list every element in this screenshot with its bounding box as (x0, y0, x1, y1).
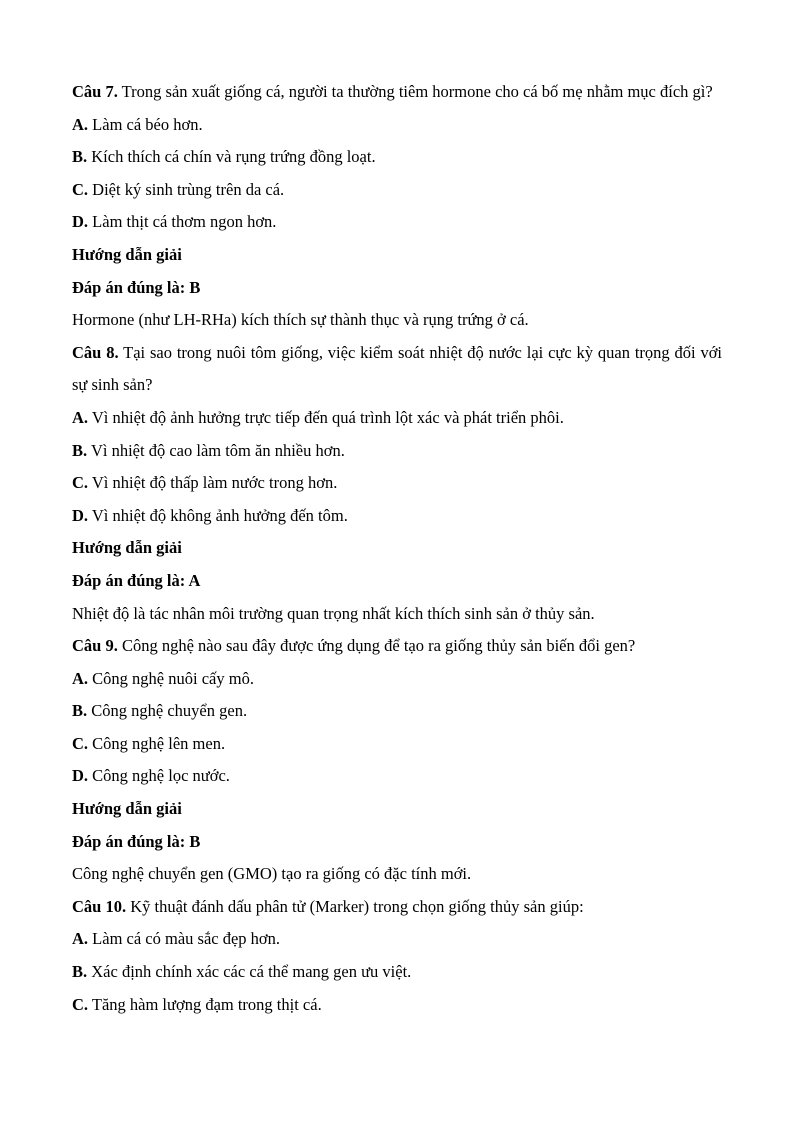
option-letter: B. (72, 962, 88, 982)
question-text: Kỹ thuật đánh dấu phân tử (Marker) trong chọn giống thủy sản giúp: (130, 896, 584, 916)
answer-option (72, 206, 722, 239)
correct-answer-line: Đáp án đúng là: B (72, 831, 201, 851)
option-text: Vì nhiệt độ thấp làm nước trong hơn. (91, 473, 338, 493)
question-number: Câu 8. (72, 342, 119, 362)
option-text: Làm thịt cá thơm ngon hơn. (92, 212, 277, 232)
question-paragraph (72, 76, 722, 109)
question-text: Công nghệ nào sau đây được ứng dụng để tạo ra giống thủy sản biến đổi gen? (121, 636, 636, 656)
answer-option (72, 141, 722, 174)
option-text: Công nghệ chuyển gen. (91, 701, 248, 721)
option-text: Vì nhiệt độ cao làm tôm ăn nhiều hơn. (90, 440, 345, 460)
option-letter: C. (72, 994, 89, 1014)
option-text: Vì nhiệt độ không ảnh hưởng đến tôm. (91, 505, 348, 525)
option-letter: B. (72, 147, 88, 167)
question-text: Trong sản xuất giống cá, người ta thường tiêm hormone cho cá bố mẹ nhằm mục đích gì? (121, 82, 713, 101)
solution-heading: Hướng dẫn giải (72, 244, 182, 264)
answer-option (72, 923, 722, 956)
question-paragraph (72, 630, 722, 663)
answer-option (72, 760, 722, 793)
question-paragraph (72, 891, 722, 924)
answer-option (72, 500, 722, 533)
question-number: Câu 10. (72, 896, 127, 916)
explanation-text: Hormone (như LH-RHa) kích thích sự thành thục và rụng trứng ở cá. (72, 310, 529, 330)
question-block (72, 337, 722, 630)
option-text: Diệt ký sinh trùng trên da cá. (92, 179, 285, 199)
option-letter: C. (72, 179, 89, 199)
option-letter: A. (72, 929, 89, 949)
option-text: Làm cá có màu sắc đẹp hơn. (92, 929, 281, 949)
option-letter: D. (72, 766, 89, 786)
option-letter: B. (72, 701, 88, 721)
option-letter: D. (72, 212, 89, 232)
solution-heading: Hướng dẫn giải (72, 538, 182, 558)
option-text: Xác định chính xác các cá thể mang gen ưu việt. (91, 962, 412, 982)
answer-option (72, 467, 722, 500)
answer-option (72, 109, 722, 142)
option-letter: A. (72, 407, 89, 427)
question-number: Câu 7. (72, 82, 118, 101)
option-letter: B. (72, 440, 88, 460)
question-block (72, 891, 722, 1021)
option-text: Công nghệ lọc nước. (92, 766, 230, 786)
option-letter: A. (72, 668, 89, 688)
question-paragraph (72, 337, 722, 402)
answer-option (72, 728, 722, 761)
question-text: Tại sao trong nuôi tôm giống, việc kiểm soát nhiệt độ nước lại cực kỳ quan trọng đối với sự sinh sản? (72, 342, 723, 395)
question-block (72, 630, 722, 891)
question-number: Câu 9. (72, 636, 118, 656)
option-text: Công nghệ nuôi cấy mô. (92, 668, 254, 688)
answer-option (72, 695, 722, 728)
answer-option (72, 435, 722, 468)
answer-option (72, 956, 722, 989)
correct-answer-line: Đáp án đúng là: B (72, 277, 201, 297)
option-letter: D. (72, 505, 89, 525)
question-block (72, 76, 722, 337)
answer-option (72, 989, 722, 1022)
answer-option (72, 402, 722, 435)
correct-answer-line: Đáp án đúng là: A (72, 570, 201, 590)
answer-option (72, 174, 722, 207)
option-text: Kích thích cá chín và rụng trứng đồng loạt. (91, 147, 376, 167)
explanation-text: Công nghệ chuyển gen (GMO) tạo ra giống có đặc tính mới. (72, 864, 472, 884)
option-text: Vì nhiệt độ ảnh hưởng trực tiếp đến quá trình lột xác và phát triển phôi. (91, 407, 564, 427)
solution-heading: Hướng dẫn giải (72, 799, 182, 819)
option-letter: C. (72, 733, 89, 753)
option-text: Công nghệ lên men. (92, 733, 226, 753)
answer-option (72, 663, 722, 696)
option-text: Tăng hàm lượng đạm trong thịt cá. (91, 994, 322, 1014)
explanation-text: Nhiệt độ là tác nhân môi trường quan trọng nhất kích thích sinh sản ở thủy sản. (72, 603, 595, 623)
option-letter: C. (72, 473, 89, 493)
option-letter: A. (72, 114, 89, 134)
option-text: Làm cá béo hơn. (92, 114, 203, 134)
